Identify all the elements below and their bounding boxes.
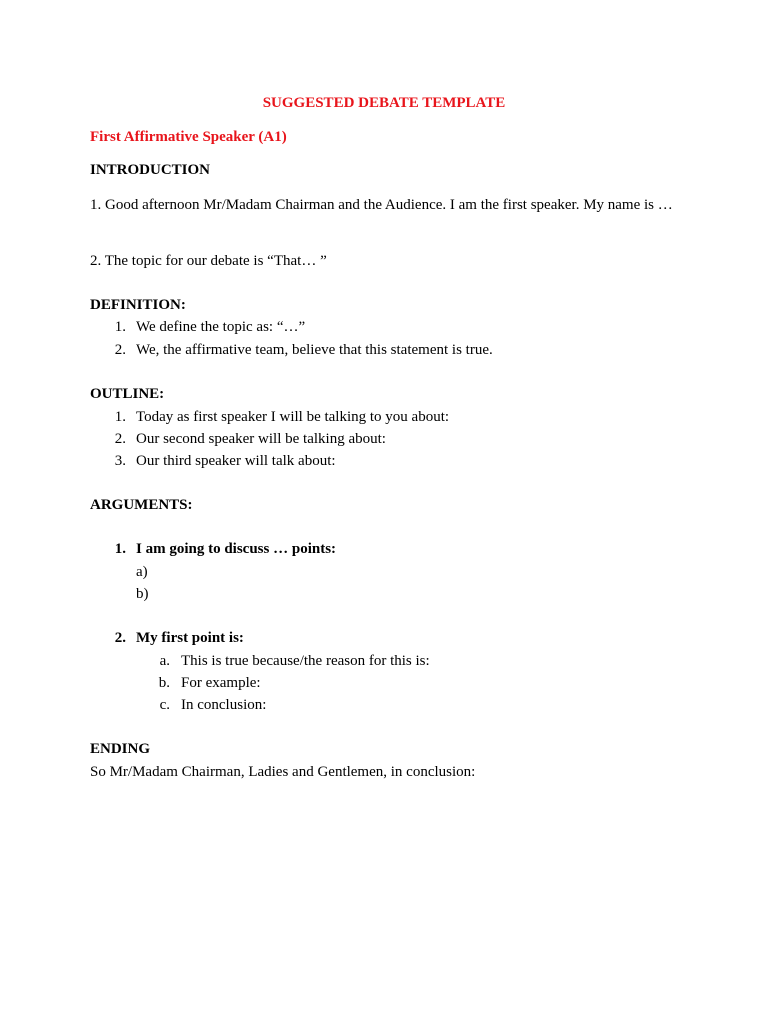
introduction-paragraph-1: 1. Good afternoon Mr/Madam Chairman and the Audience. I am the first speaker. My name is … bbox=[90, 197, 673, 213]
list-item-text: Today as first speaker I will be talking to you about: bbox=[136, 409, 450, 425]
sub-item-text: For example: bbox=[181, 675, 261, 691]
list-item-text: My first point is: bbox=[136, 630, 244, 646]
list-item-number: 1. bbox=[114, 541, 126, 557]
sub-item-number: c. bbox=[159, 697, 170, 713]
speaker-heading: First Affirmative Speaker (A1) bbox=[90, 129, 287, 145]
list-item-number: 2. bbox=[114, 630, 126, 646]
list-item-number: 1. bbox=[114, 319, 126, 335]
arguments-heading: ARGUMENTS: bbox=[90, 497, 193, 513]
list-item-number: 2. bbox=[114, 342, 126, 358]
list-item-text: Our second speaker will be talking about: bbox=[136, 431, 386, 447]
sub-item-text: This is true because/the reason for this is: bbox=[181, 653, 430, 669]
list-item-number: 1. bbox=[114, 409, 126, 425]
sub-item-number: a. bbox=[159, 653, 170, 669]
sub-item-label: a) bbox=[136, 564, 148, 580]
introduction-heading: INTRODUCTION bbox=[90, 162, 211, 178]
list-item-text: We, the affirmative team, believe that this statement is true. bbox=[136, 342, 493, 358]
ending-text: So Mr/Madam Chairman, Ladies and Gentlemen, in conclusion: bbox=[90, 764, 476, 780]
list-item-text: Our third speaker will talk about: bbox=[136, 453, 336, 469]
sub-item-text: In conclusion: bbox=[181, 697, 267, 713]
sub-item-number: b. bbox=[158, 675, 170, 691]
sub-item-label: b) bbox=[136, 586, 149, 602]
list-item-text: I am going to discuss … points: bbox=[136, 541, 337, 557]
list-item-text: We define the topic as: “…” bbox=[136, 319, 306, 335]
list-item-number: 3. bbox=[114, 453, 126, 469]
outline-heading: OUTLINE: bbox=[90, 386, 165, 402]
ending-heading: ENDING bbox=[90, 741, 151, 757]
definition-heading: DEFINITION: bbox=[90, 297, 186, 313]
introduction-paragraph-2: 2. The topic for our debate is “That… ” bbox=[90, 253, 327, 269]
document-title: SUGGESTED DEBATE TEMPLATE bbox=[262, 95, 506, 111]
list-item-number: 2. bbox=[114, 431, 126, 447]
